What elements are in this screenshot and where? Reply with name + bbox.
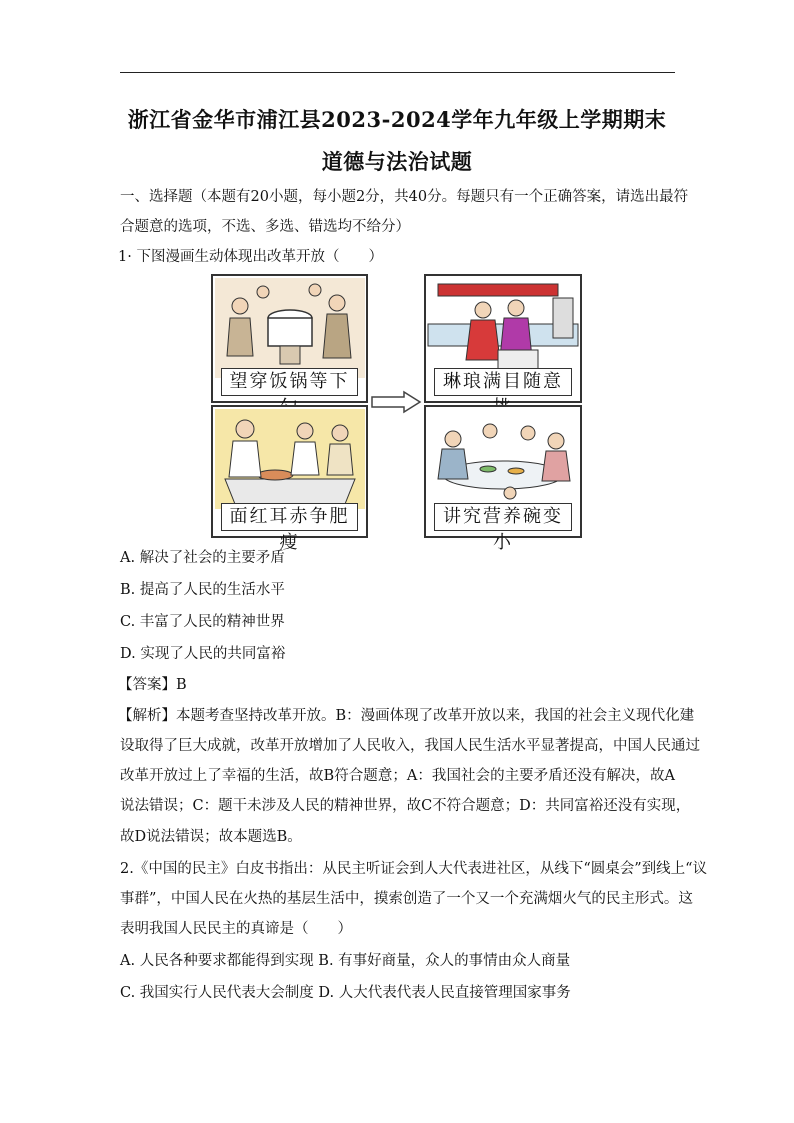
comic-art-supermarket-choices (428, 278, 578, 378)
caption-top-left: 望穿饭锅等下 (221, 368, 358, 396)
q1-analysis-line1: 【解析】本题考查坚持改革开放。B：漫画体现了改革开放以来，我国的社会主义现代化建 (118, 708, 695, 724)
comic-art-waiting-for-food (215, 278, 365, 378)
comic-panel-top-left (211, 274, 368, 403)
q1-analysis-line4: 说法错误；C：题干未涉及人民的精神世界，故C不符合题意；D：共同富裕还没有实现， (120, 798, 691, 814)
q2-stem-line2: 事群”，中国人民在火热的基层生活中，摸索创造了一个又一个充满烟火气的民主形式。这 (120, 891, 693, 907)
comic-panel-bottom-left (211, 405, 368, 553)
q1-analysis-line3: 改革开放过上了幸福的生活，故B符合题意；A：我国社会的主要矛盾还没有解决，故A (120, 768, 675, 784)
document-title-line2: 道德与法治试题 (321, 149, 473, 174)
q1-analysis-line5: 故D说法错误；故本题选B。 (120, 829, 302, 845)
q1-option-a: A. 解决了社会的主要矛盾 (120, 550, 285, 566)
q2-stem-line1: 2.《中国的民主》白皮书指出：从民主听证会到人大代表进社区，从线下“圆桌会”到线上“议 (120, 861, 708, 877)
caption-top-right: 琳琅满目随意 (434, 368, 572, 396)
caption-bottom-left: 面红耳赤争肥瘦 (221, 503, 358, 531)
comic-panel-bottom-right (424, 405, 582, 553)
header-rule (120, 72, 675, 73)
comic-art-arguing-over-meat (215, 409, 365, 509)
caption-bottom-right: 讲究营养碗变小 (434, 503, 572, 531)
q1-stem: 1· 下图漫画生动体现出改革开放（ ） (118, 249, 383, 265)
q1-answer: 【答案】B (118, 677, 187, 693)
q1-option-b: B. 提高了人民的生活水平 (120, 582, 285, 598)
comic-panel-top-right (424, 274, 582, 403)
q1-option-c: C. 丰富了人民的精神世界 (120, 614, 285, 630)
document-title-line1: 浙江省金华市浦江县2023-2024学年九年级上学期期末 (127, 107, 667, 132)
q1-analysis-line2: 设取得了巨大成就，改革开放增加了人民收入，我国人民生活水平显著提高，中国人民通过 (120, 738, 700, 754)
q2-options-line2: C. 我国实行人民代表大会制度 D. 人大代表代表人民直接管理国家事务 (120, 985, 571, 1001)
comic-art-family-dinner (428, 409, 578, 509)
section-instructions-line2: 合题意的选项，不选、多选、错选均不给分） (120, 219, 410, 235)
arrow-right-icon (370, 391, 422, 413)
q2-stem-line3: 表明我国人民民主的真谛是（ ） (120, 921, 352, 937)
q2-options-line1: A. 人民各种要求都能得到实现 B. 有事好商量，众人的事情由众人商量 (120, 953, 571, 969)
section-instructions-line1: 一、选择题（本题有20小题，每小题2分，共40分。每题只有一个正确答案，请选出最符 (120, 189, 689, 205)
q1-option-d: D. 实现了人民的共同富裕 (120, 646, 286, 662)
